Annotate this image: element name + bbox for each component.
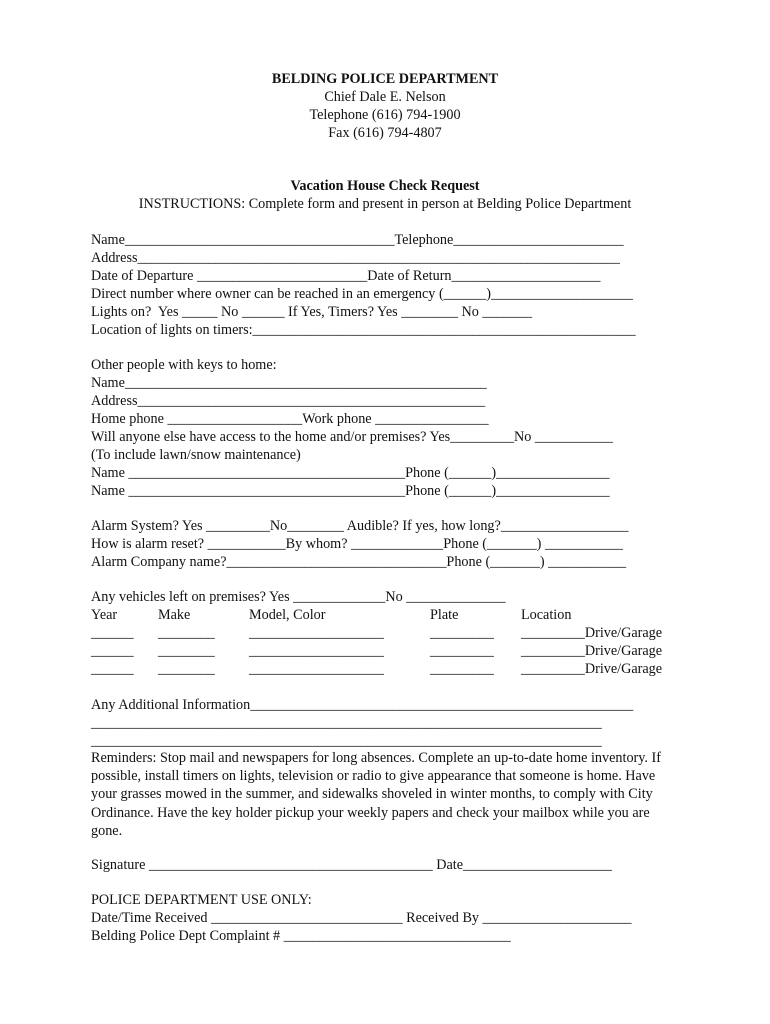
address-field[interactable]: Address____________________________________________________________________ bbox=[91, 250, 620, 266]
lights-location-field[interactable]: Location of lights on timers:______________________________________________________ bbox=[91, 322, 636, 338]
keyholder-address-field[interactable]: Address_________________________________________________ bbox=[91, 393, 486, 409]
column-header-plate: Plate bbox=[430, 607, 459, 623]
vehicle-location-field[interactable]: _________Drive/Garage bbox=[521, 661, 663, 677]
vehicle-make-field[interactable]: ________ bbox=[158, 625, 215, 641]
keyholder-phones-field[interactable]: Home phone ___________________Work phone ________________ bbox=[91, 411, 489, 427]
vehicles-question-field[interactable]: Any vehicles left on premises? Yes _____________No ______________ bbox=[91, 589, 506, 605]
keys-heading: Other people with keys to home: bbox=[91, 357, 277, 373]
alarm-system-field[interactable]: Alarm System? Yes _________No________ Audible? If yes, how long?__________________ bbox=[91, 518, 629, 534]
vehicle-year-field[interactable]: ______ bbox=[91, 625, 134, 641]
additional-info-field[interactable]: Any Additional Information______________________________________________________ bbox=[91, 697, 634, 713]
vehicle-model-field[interactable]: ___________________ bbox=[249, 661, 384, 677]
received-field[interactable]: Date/Time Received ___________________________ Received By _____________________ bbox=[91, 910, 632, 926]
vehicle-location-field[interactable]: _________Drive/Garage bbox=[521, 643, 663, 659]
vehicle-plate-field[interactable]: _________ bbox=[430, 625, 494, 641]
signature-date-field[interactable]: Signature ________________________________________ Date_____________________ bbox=[91, 857, 612, 873]
vehicle-make-field[interactable]: ________ bbox=[158, 661, 215, 677]
vehicle-year-field[interactable]: ______ bbox=[91, 661, 134, 677]
additional-info-line-3[interactable]: ________________________________________________________________________ bbox=[91, 733, 602, 749]
department-name: BELDING POLICE DEPARTMENT bbox=[271, 71, 499, 87]
access-question-field[interactable]: Will anyone else have access to the home and/or premises? Yes_________No ___________ bbox=[91, 429, 613, 445]
column-header-year: Year bbox=[91, 607, 118, 623]
vehicle-year-field[interactable]: ______ bbox=[91, 643, 134, 659]
name-telephone-field[interactable]: Name______________________________________Telephone________________________ bbox=[91, 232, 624, 248]
chief-name: Chief Dale E. Nelson bbox=[324, 89, 446, 105]
column-header-make: Make bbox=[158, 607, 191, 623]
emergency-number-field[interactable]: Direct number where owner can be reached in an emergency (______)____________________ bbox=[91, 286, 633, 302]
vehicle-plate-field[interactable]: _________ bbox=[430, 643, 494, 659]
access-contact-2-field[interactable]: Name _______________________________________Phone (______)________________ bbox=[91, 483, 610, 499]
vehicle-plate-field[interactable]: _________ bbox=[430, 661, 494, 677]
access-note: (To include lawn/snow maintenance) bbox=[91, 447, 301, 463]
vehicle-model-field[interactable]: ___________________ bbox=[249, 643, 384, 659]
telephone-number: Telephone (616) 794-1900 bbox=[309, 107, 461, 123]
additional-info-line-2[interactable]: ________________________________________________________________________ bbox=[91, 715, 602, 731]
column-header-location: Location bbox=[521, 607, 572, 623]
complaint-number-field[interactable]: Belding Police Dept Complaint # ________________________________ bbox=[91, 928, 511, 944]
police-use-heading: POLICE DEPARTMENT USE ONLY: bbox=[91, 892, 312, 908]
vehicle-location-field[interactable]: _________Drive/Garage bbox=[521, 625, 663, 641]
form-instructions: INSTRUCTIONS: Complete form and present in person at Belding Police Department bbox=[138, 196, 632, 212]
vehicle-model-field[interactable]: ___________________ bbox=[249, 625, 384, 641]
access-contact-1-field[interactable]: Name _______________________________________Phone (______)________________ bbox=[91, 465, 610, 481]
alarm-reset-field[interactable]: How is alarm reset? ___________By whom? _____________Phone (_______) ___________ bbox=[91, 536, 623, 552]
lights-on-field[interactable]: Lights on? Yes _____ No ______ If Yes, Timers? Yes ________ No _______ bbox=[91, 304, 533, 320]
form-title: Vacation House Check Request bbox=[290, 178, 480, 194]
vehicle-make-field[interactable]: ________ bbox=[158, 643, 215, 659]
keyholder-name-field[interactable]: Name___________________________________________________ bbox=[91, 375, 487, 391]
reminders-paragraph: Reminders: Stop mail and newspapers for long absences. Complete an up-to-date home inventory. If possible, install timers on lights, television or radio to give appearance that someone is home. Have your grasses mowed in the summer, and sidewalks shoveled in winter months, to comply with City Ordinance. Have the key holder pickup your weekly papers and check your mailbox while you are gone. bbox=[91, 750, 661, 839]
fax-number: Fax (616) 794-4807 bbox=[328, 125, 442, 141]
alarm-company-field[interactable]: Alarm Company name?_______________________________Phone (_______) ___________ bbox=[91, 554, 627, 570]
column-header-model: Model, Color bbox=[249, 607, 326, 623]
departure-return-field[interactable]: Date of Departure ________________________Date of Return_____________________ bbox=[91, 268, 601, 284]
